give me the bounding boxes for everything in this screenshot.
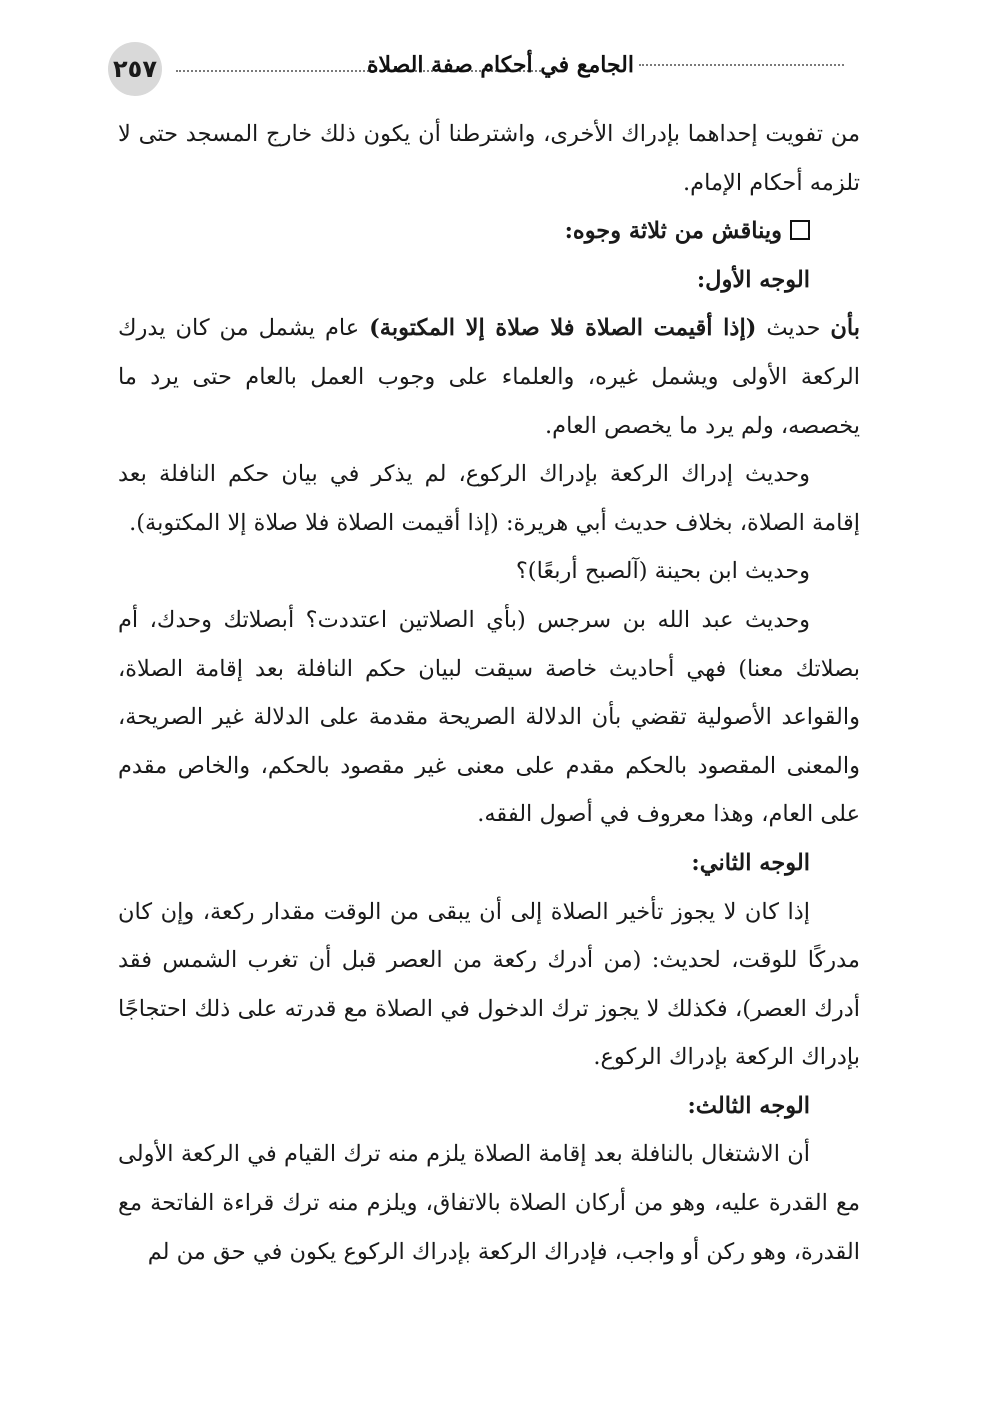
running-title: الجامع في أحكام صفة الصلاة [366,52,634,78]
paragraph: إذا كان لا يجوز تأخير الصلاة إلى أن يبقى من الوقت مقدار ركعة، وإن كان مدركًا للوقت، لحديث: (من أدرك ركعة من العصر قبل أن تغرب الشمس فقد أدرك العصر)، فكذلك لا يجوز ترك الدخول في الصلاة مع قدرته على ذلك احتجاجًا بإدراك الركعة بإدراك الركوع. [118,898,860,1071]
page-header [104,42,844,98]
header-dotted-rule-right [639,64,844,66]
paragraph-text: عام يشمل من كان يدرك الركعة الأولى ويشمل غيره، والعلماء على وجوب العمل بالعام حتى يرد ما يخصصه، ولم يرد ما يخصص العام. [118,315,860,439]
paragraph: أن الاشتغال بالنافلة بعد إقامة الصلاة يلزم منه ترك القيام في الركعة الأولى مع القدرة عليه، وهو من أركان الصلاة بالاتفاق، ويلزم منه ترك قراءة الفاتحة مع القدرة، وهو ركن أو واجب، فإدراك الركعة بإدراك الركوع يكون في حق من لم [118,1141,860,1265]
paragraph-text: حديث [756,315,831,342]
section-heading-third: الوجه الثالث: [687,1092,810,1119]
hadith-quote: (إذا أقيمت الصلاة فلا صلاة إلا المكتوبة) [369,315,757,342]
discussion-heading [118,207,860,256]
paragraph: وحديث إدراك الركعة بإدراك الركوع، لم يذكر في بيان حكم النافلة بعد إقامة الصلاة، بخلاف حديث أبي هريرة: (إذا أقيمت الصلاة فلا صلاة إلا المكتوبة). [118,461,860,536]
page-body [118,110,860,1276]
discussion-heading-text: ويناقش من ثلاثة وجوه: [564,218,782,245]
section-heading-first: الوجه الأول: [696,266,810,293]
paragraph: وحديث ابن بحينة (آلصبح أربعًا)؟ [515,558,810,585]
paragraph: وحديث عبد الله بن سرجس (بأي الصلاتين اعتددت؟ أبصلاتك وحدك، أم بصلاتك معنا) فهي أحاديث خاصة سيقت لبيان حكم النافلة بعد إقامة الصلاة، والقواعد الأصولية تقضي بأن الدلالة الصريحة مقدمة على الدلالة غير الصريحة، والمعنى المقصود بالحكم مقدم على معنى غير مقصود بالحكم، والخاص مقدم على العام، وهذا معروف في أصول الفقه. [118,606,860,828]
paragraph-continuation: من تفويت إحداهما بإدراك الأخرى، واشترطنا أن يكون ذلك خارج المسجد حتى لا تلزمه أحكام الإمام. [118,121,860,196]
paragraph-lead-word: بأن [830,315,861,342]
checkbox-bullet-icon [790,220,810,240]
page-number-badge: ٢٥٧ [108,42,162,96]
paragraph-first-aspect [118,304,860,450]
section-heading-second: الوجه الثاني: [691,849,810,876]
